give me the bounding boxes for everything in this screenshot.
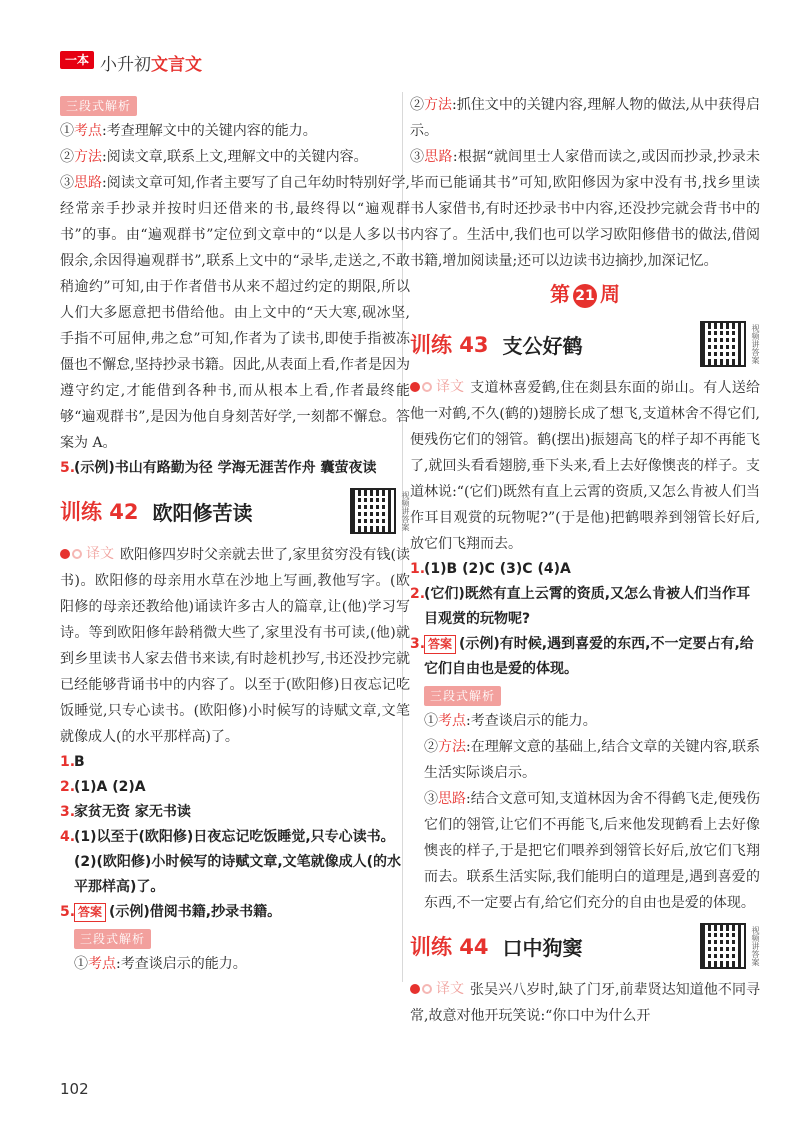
translation-label: 译文	[86, 546, 114, 562]
kaodian-label: 考点	[438, 713, 466, 729]
week-post: 周	[600, 282, 620, 306]
answer-5b	[60, 900, 410, 925]
answer-number: 1.	[410, 561, 426, 577]
translation-label: 译文	[436, 981, 464, 997]
answer-1	[60, 750, 410, 775]
answer-text: B	[74, 754, 85, 770]
answer-number: 4.	[60, 829, 76, 845]
page-number: 102	[60, 1080, 89, 1098]
answer-number: 2.	[60, 779, 76, 795]
translation-43	[410, 374, 760, 557]
translation-text: 支道林喜爱鹤,住在剡县东面的峁山。有人送给他一对鹤,不久(鹤的)翅膀长成了想飞,支道林舍不得它们,便残伤它们的翎管。鹤(摆出)振翅高飞的样子却不再能飞了,就回头看看翅膀,垂下头来,看上去好像懊丧的样子。支道林说:“(它们)既然有直上云霄的资质,又怎么肯被人们当作耳目观赏的玩物呢?”(于是他)把鹤喂养到翎管长好后,放它们飞翔而去。	[410, 380, 760, 552]
fangfa-line: ②方法:阅读文章,联系上文,理解文中的关键内容。	[60, 149, 368, 165]
answer-text: (示例)书山有路勤为径 学海无涯苦作舟 囊萤夜读	[74, 460, 377, 476]
answer-text: (示例)有时候,遇到喜爱的东西,不一定要占有,给它们自由也是爱的体现。	[424, 636, 754, 677]
answer-text: 家贫无资 家无书读	[74, 804, 191, 820]
answer-text: (1)A (2)A	[74, 779, 146, 795]
silu-text: 根据“就闾里士人家借而读之,或因而抄录,抄录未毕而已能诵其书”可知,欧阳修因为家中没有书,找乡里读书人家借书,有时还抄录书中内容,还没抄完就会背书中的内容了。生活中,我们也可以学习欧阳修借书的做法,借阅书籍,增加阅读量;还可以边读书边摘抄,加深记忆。	[410, 149, 761, 269]
kaodian-line: ①考点:考查理解文中的关键内容的能力。	[60, 123, 317, 139]
translation-44	[410, 976, 760, 1029]
brand-logo: 一本	[60, 51, 94, 69]
answer-4-1	[60, 825, 410, 850]
answer-2	[410, 582, 760, 632]
ring-icon	[72, 549, 82, 559]
silu-line-2: ③思路:结合文意可知,支道林因为舍不得鹤飞走,便残伤它们的翎管,让它们不再能飞,后来他发现鹤看上去好像懊丧的样子,于是把它们喂养到翎管长好后,放它们飞翔而去。联系生活实际,我们能明白的道理是,遇到喜爱的东西,不一定要占有,给它们充分的自由也是爱的体现。	[424, 791, 760, 911]
analysis-tag: 三段式解析	[74, 929, 151, 949]
translation-badge	[410, 374, 464, 400]
dot-icon	[410, 382, 420, 392]
silu-label: 思路	[438, 791, 467, 807]
week-pre: 第	[550, 282, 570, 306]
analysis-tag: 三段式解析	[60, 96, 137, 116]
translation-badge	[410, 976, 464, 1002]
book-title	[100, 50, 202, 75]
translation-badge	[60, 541, 114, 567]
fangfa-text: 抓住文中的关键内容,理解人物的做法,从中获得启示。	[410, 97, 760, 139]
section-label: 训练 44	[410, 935, 489, 959]
answer-text: (示例)借阅书籍,抄录书籍。	[109, 904, 282, 920]
kaodian-text: 考查谈启示的能力。	[120, 956, 247, 972]
kaodian-line-2: ①考点:考查谈启示的能力。	[74, 956, 247, 972]
answer-badge: 答案	[74, 903, 106, 922]
fangfa-text: 在理解文意的基础上,结合文章的关键内容,联系生活实际谈启示。	[424, 739, 760, 781]
silu-text: 阅读文章可知,作者主要写了自己年幼时特别好学,经常亲手抄录并按时归还借来的书,最终得以“遍观群书”的事。由“遍观群书”定位到文章中的“以是人多以书假余,余因得遍观群书”,联系上文中的“录毕,走送之,不敢稍逾约”可知,由于作者借书从来不超过约定的期限,所以人们大多愿意把书借给他。由上文中的“天大寒,砚冰坚,手指不可屈伸,弗之怠”可知,作者为了读书,即使手指被冻僵也不懈怠,坚持抄录书籍。因此,从表面上看,作者是因为遵守约定,才能借到各种书,而从根本上看,作者最终能够“遍观群书”,是因为他自身刻苦好学,一刻都不懈怠。答案为 A。	[60, 175, 410, 451]
answer-text: (它们)既然有直上云霄的资质,又怎么肯被人们当作耳目观赏的玩物呢?	[424, 586, 751, 627]
book-title-part-a: 小升初	[100, 55, 151, 75]
fangfa-line: ②方法:抓住文中的关键内容,理解人物的做法,从中获得启示。	[410, 97, 760, 139]
kaodian-text: 考查理解文中的关键内容的能力。	[106, 123, 317, 139]
analysis-tag: 三段式解析	[424, 686, 501, 706]
answer-1	[410, 557, 760, 582]
answer-3	[60, 800, 410, 825]
answer-badge: 答案	[424, 635, 456, 654]
ring-icon	[422, 984, 432, 994]
qr-code-icon[interactable]	[700, 923, 746, 969]
qr-caption: 视频讲答案	[751, 324, 760, 364]
left-column	[60, 92, 410, 977]
fangfa-text: 阅读文章,联系上文,理解文中的关键内容。	[106, 149, 368, 165]
translation-text: 张吴兴八岁时,缺了门牙,前辈贤达知道他不同寻常,故意对他开玩笑说:“你口中为什么开	[410, 982, 760, 1024]
translation-label: 译文	[436, 379, 464, 395]
answer-number: 3.	[410, 636, 426, 652]
answer-5	[60, 456, 410, 481]
answer-number: 5.	[60, 904, 76, 920]
silu-line: ③思路:阅读文章可知,作者主要写了自己年幼时特别好学,经常亲手抄录并按时归还借来的书,最终得以“遍观群书”的事。由“遍观群书”定位到文章中的“以是人多以书假余,余因得遍观群书”,联系上文中的“录毕,走送之,不敢稍逾约”可知,由于作者借书从来不超过约定的期限,所以人们大多愿意把书借给他。由上文中的“天大寒,砚冰坚,手指不可屈伸,弗之怠”可知,作者为了读书,即使手指被冻僵也不懈怠,坚持抄录书籍。因此,从表面上看,作者是因为遵守约定,才能借到各种书,而从根本上看,作者最终能够“遍观群书”,是因为他自身刻苦好学,一刻都不懈怠。答案为 A。	[60, 175, 410, 451]
kaodian-label: 考点	[74, 123, 102, 139]
silu-label: 思路	[424, 149, 453, 165]
section-42-header	[60, 481, 410, 541]
answer-number: 2.	[410, 586, 426, 602]
ring-icon	[422, 382, 432, 392]
dot-icon	[60, 549, 70, 559]
silu-line: ③思路:根据“就闾里士人家借而读之,或因而抄录,抄录未毕而已能诵其书”可知,欧阳修因为家中没有书,找乡里读书人家借书,有时还抄录书中内容,还没抄完就会背书中的内容了。生活中,我们也可以学习欧阳修借书的做法,借阅书籍,增加阅读量;还可以边读书边摘抄,加深记忆。	[410, 149, 761, 269]
translation-text: 欧阳修四岁时父亲就去世了,家里贫穷没有钱(读书)。欧阳修的母亲用水草在沙地上写画,教他写字。(欧阳修的母亲还教给他)诵读许多古人的篇章,让(他)学习写诗。等到欧阳修年龄稍微大些了,家里没有书可读,(他)就到乡里读书人家去借书来读,有时趁机抄写,书还没抄完就已经能够背诵书中的内容了。以至于(欧阳修)日夜忘记吃饭睡觉,只专心读书。(欧阳修)小时候写的诗赋文章,文笔就像成人(的水平那样高)了。	[60, 547, 410, 745]
fangfa-label: 方法	[424, 97, 453, 113]
kaodian-line: ①考点:考查谈启示的能力。	[424, 713, 597, 729]
answer-number: 5.	[60, 460, 76, 476]
week-heading	[410, 274, 760, 314]
section-title: 口中狗窦	[502, 935, 583, 960]
right-column	[410, 92, 760, 1029]
section-title: 欧阳修苦读	[152, 500, 253, 525]
answer-number: 1.	[60, 754, 76, 770]
fangfa-label: 方法	[438, 739, 467, 755]
fangfa-line-2: ②方法:在理解文意的基础上,结合文章的关键内容,联系生活实际谈启示。	[424, 739, 760, 781]
dot-icon	[410, 984, 420, 994]
book-title-part-b: 文言文	[151, 55, 202, 75]
qr-code-icon[interactable]	[350, 488, 396, 534]
qr-caption: 视频讲答案	[401, 491, 410, 531]
qr-caption: 视频讲答案	[751, 926, 760, 966]
silu-text: 结合文意可知,支道林因为舍不得鹤飞走,便残伤它们的翎管,让它们不再能飞,后来他发现鹤看上去好像懊丧的样子,于是把它们喂养到翎管长好后,放它们飞翔而去。联系生活实际,我们能明白的道理是,遇到喜爱的东西,不一定要占有,给它们充分的自由也是爱的体现。	[424, 791, 760, 911]
section-43-header	[410, 314, 760, 374]
silu-label: 思路	[74, 175, 103, 191]
week-number: 21	[573, 284, 597, 308]
fangfa-label: 方法	[74, 149, 102, 165]
kaodian-text: 考查谈启示的能力。	[470, 713, 597, 729]
answer-text: (1)以至于(欧阳修)日夜忘记吃饭睡觉,只专心读书。	[74, 829, 395, 845]
translation-42	[60, 541, 410, 750]
section-label: 训练 42	[60, 500, 139, 524]
qr-code-icon[interactable]	[700, 321, 746, 367]
section-label: 训练 43	[410, 333, 489, 357]
answer-4-2: (2)(欧阳修)小时候写的诗赋文章,文笔就像成人(的水平那样高)了。	[74, 854, 402, 895]
answer-2	[60, 775, 410, 800]
answer-text: (1)B (2)C (3)C (4)A	[424, 561, 571, 577]
section-title: 支公好鹤	[502, 333, 583, 358]
answer-number: 3.	[60, 804, 76, 820]
kaodian-label: 考点	[88, 956, 116, 972]
section-44-header	[410, 916, 760, 976]
answer-3	[410, 632, 760, 682]
